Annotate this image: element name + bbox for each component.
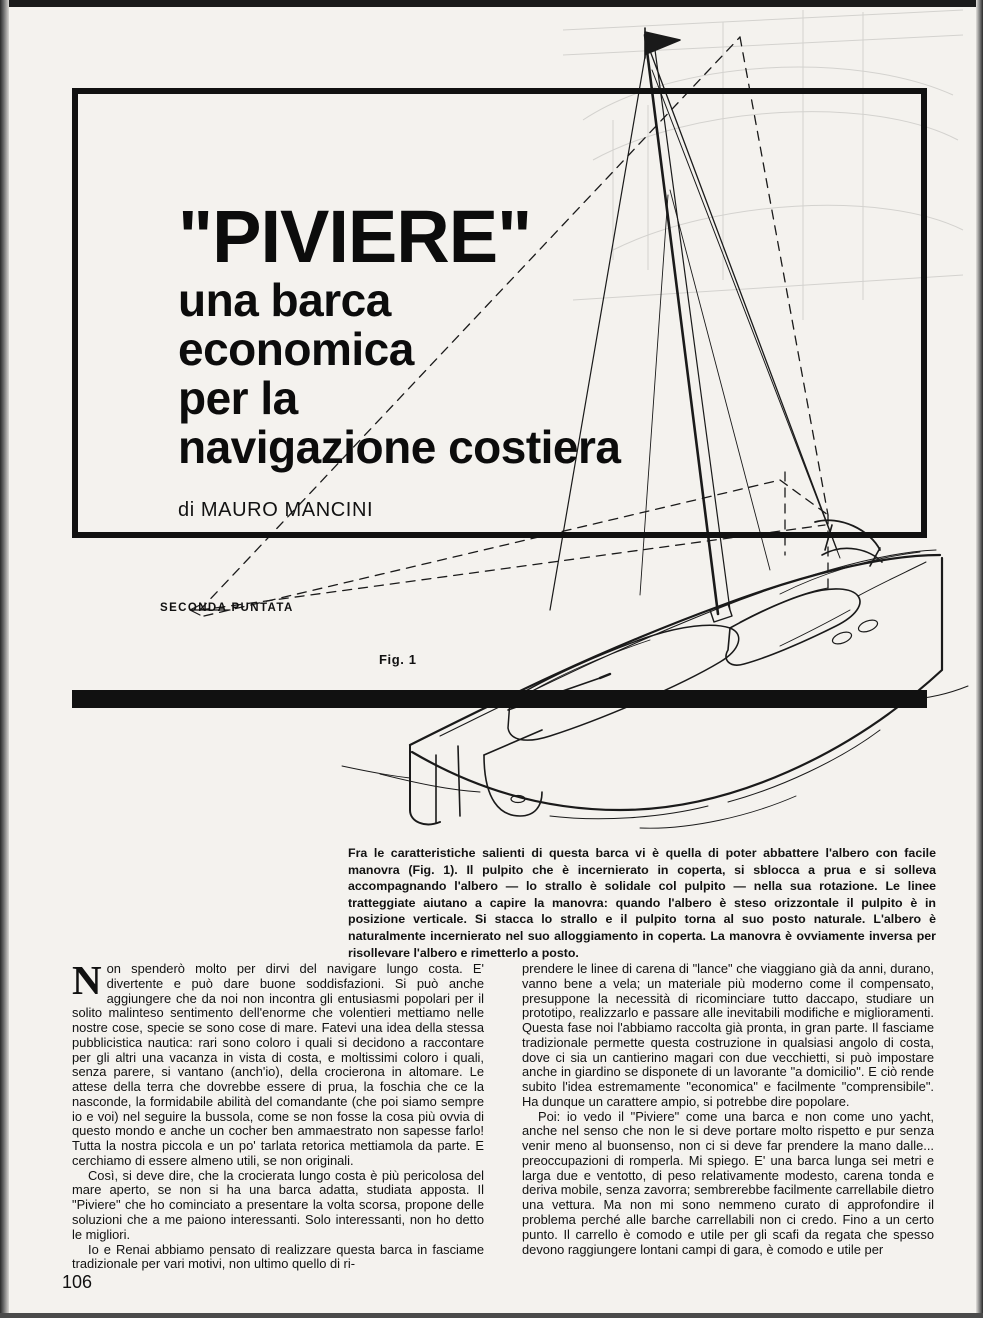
subtitle-line-2: economica bbox=[178, 323, 414, 376]
scan-edge-left bbox=[0, 0, 9, 1318]
body-column-left bbox=[72, 957, 484, 1272]
subtitle-line-1: una barca bbox=[178, 274, 391, 327]
article-title-text bbox=[178, 195, 778, 522]
subtitle-line-3: per la bbox=[178, 371, 298, 424]
scan-edge-top bbox=[0, 0, 983, 7]
author-byline: di MAURO MANCINI bbox=[178, 499, 374, 522]
subtitle-line-4: navigazione costiera bbox=[178, 420, 621, 473]
drop-cap: N bbox=[72, 957, 102, 1003]
decorative-black-bar bbox=[72, 690, 927, 708]
page-number: 106 bbox=[62, 1272, 93, 1292]
body-paragraph bbox=[72, 957, 484, 1169]
article-title-box bbox=[72, 88, 927, 538]
body-paragraph: prendere le linee di carena di "lance" che viaggiano già da anni, durano, vanno bene a vela; un materiale più moderno come il compensato, presuppone la necessità di ricominciare tutto daccapo, studiare un prototipo, realizzarlo e passare alle inevitabili modifiche e miglioramenti. Questa fase noi l'abbiamo raccolta già pronta, in gran parte. Il fasciame tradizionale permette questa costruzione in qualsiasi angolo di costa, dove ci sia un cantierino magari con due vecchietti, si può impostare anche in giardino se disponete di un lavorante "a domicilio". E ciò rende subito l'idea estremamente "economica" e facilmente "comprensibile". Ha dunque un carattere ampio, si potrebbe dire popolare. bbox=[522, 961, 934, 1109]
article-body bbox=[72, 957, 934, 1272]
body-paragraph: Così, si deve dire, che la crocierata lungo costa è più pericolosa del mare aperto, se non si ha una barca adatta, studiata apposta. Il "Piviere" che ho cominciato a presentare la volta scorsa, propone delle soluzioni che a me paiono interessanti. Solo interessanti, non ho detto le migliori. bbox=[72, 1167, 484, 1242]
body-paragraph: Io e Renai abbiamo pensato di realizzare questa barca in fasciame tradizionale per vari motivi, non ultimo quello di ri- bbox=[72, 1241, 484, 1272]
article-subtitle bbox=[178, 276, 778, 471]
page-title: "PIVIERE" bbox=[178, 195, 532, 278]
scan-edge-bottom bbox=[0, 1313, 983, 1318]
figure-caption: Fra le caratteristiche salienti di questa barca vi è quella di poter abbattere l'albero con facile manovra (Fig. 1). Il pulpito che è incernierato in coperta, si sblocca a prua e si solleva accompagnando l'albero — lo strallo è solidale col pulpito — nella sua rotazione. Le linee tratteggiate aiutano a capire la manovra: quando l'albero è steso orizzontale il pulpito è in posizione verticale. Si stacca lo strallo e il pulpito torna al suo posto naturale. L'albero è naturalmente incernierato nel suo alloggiamento in coperta. La manovra è ovviamente inversa per risollevare l'albero e rimetterlo a posto. bbox=[348, 846, 936, 960]
scan-edge-right bbox=[976, 0, 983, 1318]
series-note: SECONDA PUNTATA bbox=[160, 602, 294, 614]
body-paragraph: Poi: io vedo il "Piviere" come una barca e non come uno yacht, anche nel senso che non le si deve portare molto rispetto e pur senza venir meno al buonsenso, non ci si deve far prendere la mano dalle... preoccupazioni di romperla. Mi spiego. E' una barca lunga sei metri e larga due e ventotto, di peso relativamente modesto, carena tonda e deriva mobile, senza zavorra; sembrerebbe facilmente carrellabile dietro una vettura. Ma non mi sono nemmeno curato di approfondire il problema perché alle barche carrellabili non ci credo. Fino a un certo punto. Il carrello è comodo e utile per gli scafi da regata che spesso devono raggiungere lontani campi di gara, è comodo e utile per bbox=[522, 1108, 934, 1257]
body-column-right bbox=[522, 962, 934, 1257]
body-paragraph-text: on spenderò molto per dirvi del navigare lungo costa. E' divertente e può dare buone soddisfazioni. Si può anche aggiungere che da noi non incontra gli entusiasmi popolari per il solito malinteso sentimento dell'enorme che volentieri mettiamo nelle nostre cose, specie se sono cose di mare. Fatevi una idea della stessa pubblicistica nautica: rari sono coloro i quali si decidono a raccontare per gli altri una vacanza in vista di costa, e moltissimi coloro i quali, senza parere, si vantano (anch'io), della crocierona in altomare. Le attese della terra che dovrebbe essere di prua, la foschia che ce la nasconde, la formidabile abilità del comandante (che poi siamo sempre io e voi) nel seguire la bussola, come se non fosse la cosa più ovvia di questo mondo e anche un cocher ben ammaestrato non sapesse farlo! Tutta la nostra piccola e un po' tarlata retorica mettiamola da parte. E cerchiamo di essere almeno utili, se non originali. bbox=[72, 961, 484, 1168]
figure-label: Fig. 1 bbox=[379, 652, 417, 667]
